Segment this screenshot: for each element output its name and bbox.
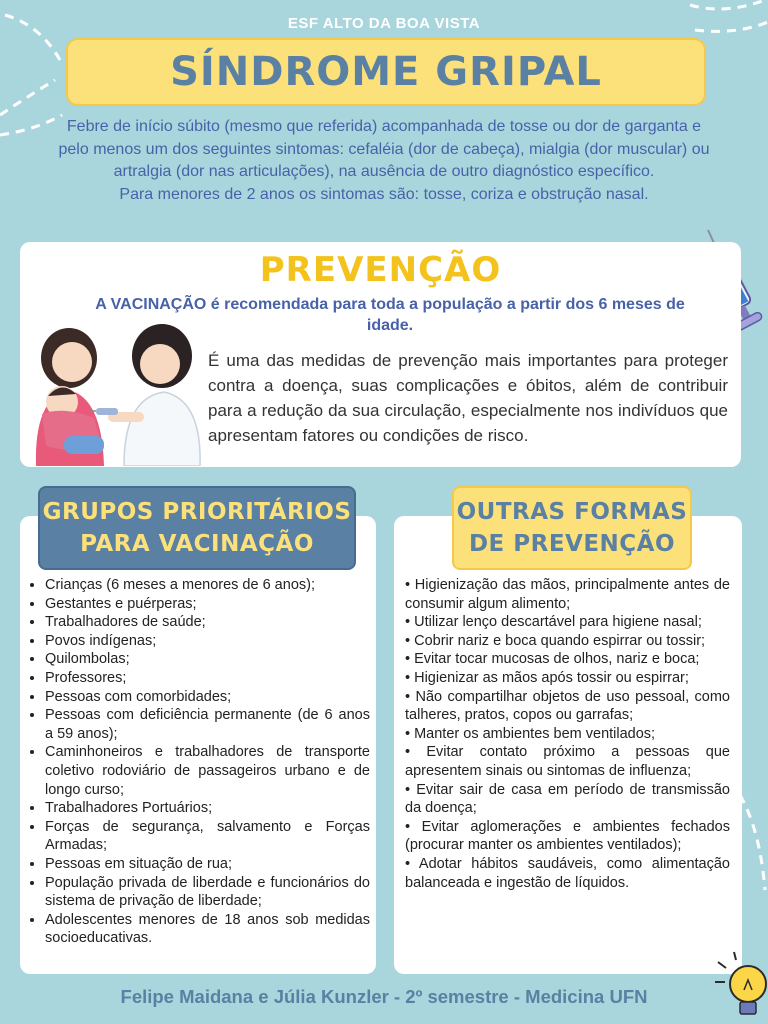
other-prevention-title-line1: OUTRAS FORMAS	[456, 499, 688, 525]
definition-text: Febre de início súbito (mesmo que referida) acompanhada de tosse ou dor de garganta e pelo menos um dos seguintes sintomas: cefaléia (dor de cabeça), mialgia (dor muscular) ou artralgia (dor nas articulações), na ausência de outro diagnóstico específico.	[58, 118, 710, 180]
other-prevention-title-line2: DE PREVENÇÃO	[468, 531, 676, 557]
priority-groups-title-line1: GRUPOS PRIORITÁRIOS	[42, 499, 352, 525]
list-item: • Forças de segurança, salvamento e Forças Armadas;	[45, 818, 370, 855]
list-item: • Povos indígenas;	[45, 632, 370, 651]
list-item: • Caminhoneiros e trabalhadores de transporte coletivo rodoviário de passageiros urbano e de longo curso;	[45, 743, 370, 799]
list-item: • Adotar hábitos saudáveis, como alimentação balanceada e ingestão de líquidos.	[405, 855, 730, 891]
priority-groups-title	[38, 486, 356, 570]
list-item: • Professores;	[45, 669, 370, 688]
children-symptoms-text: Para menores de 2 anos os sintomas são: tosse, coriza e obstrução nasal.	[119, 185, 649, 203]
other-prevention-title	[452, 486, 692, 570]
list-item: • Evitar aglomerações e ambientes fechados (procurar manter os ambientes ventilados);	[405, 818, 730, 854]
list-item: • Evitar contato próximo a pessoas que apresentem sinais ou sintomas de influenza;	[405, 744, 730, 779]
list-item: • Higienizar as mãos após tossir ou espirrar;	[405, 669, 689, 686]
other-prevention-list	[405, 576, 730, 892]
vaccination-statement: A VACINAÇÃO é recomendada para toda a população a partir dos 6 meses de idade.	[95, 296, 685, 334]
list-item: • População privada de liberdade e funcionários do sistema de privação de liberdade;	[45, 874, 370, 911]
title-banner	[66, 38, 706, 106]
list-item: • Gestantes e puérperas;	[45, 595, 370, 614]
list-item: • Pessoas com comorbidades;	[45, 688, 370, 707]
prevention-title: PREVENÇÃO	[259, 250, 502, 290]
list-item: • Evitar sair de casa em período de transmissão da doença;	[405, 781, 730, 817]
list-item: • Manter os ambientes bem ventilados;	[405, 725, 656, 742]
intro-text	[50, 116, 718, 206]
vaccination-illustration	[24, 318, 204, 466]
list-item: • Quilombolas;	[45, 650, 370, 669]
list-item: • Evitar tocar mucosas de olhos, nariz e boca;	[405, 651, 700, 668]
list-item: • Não compartilhar objetos de uso pessoal, como talheres, pratos, copos ou garrafas;	[405, 688, 730, 724]
priority-groups-title-line2: PARA VACINAÇÃO	[80, 531, 314, 557]
list-item: • Utilizar lenço descartável para higiene nasal;	[405, 614, 702, 631]
list-item: • Higienização das mãos, principalmente antes de consumir algum alimento;	[405, 577, 730, 612]
prevention-body: É uma das medidas de prevenção mais importantes para proteger contra a doença, suas complicações e óbitos, além de contribuir para a redução da sua circulação, especialmente nos indivíduos que apresentam fatores ou condições de risco.	[208, 351, 728, 445]
footer-credits: Felipe Maidana e Júlia Kunzler - 2º semestre - Medicina UFN	[120, 986, 648, 1007]
list-item: • Cobrir nariz e boca quando espirrar ou tossir;	[405, 632, 706, 649]
prevention-card	[20, 242, 741, 467]
list-item: • Pessoas em situação de rua;	[45, 855, 370, 874]
page-title: SÍNDROME GRIPAL	[170, 49, 602, 95]
list-item: • Pessoas com deficiência permanente (de 6 anos a 59 anos);	[45, 706, 370, 743]
org-name: ESF ALTO DA BOA VISTA	[287, 15, 481, 32]
list-item: • Crianças (6 meses a menores de 6 anos);	[45, 576, 370, 595]
list-item: • Trabalhadores Portuários;	[45, 799, 370, 818]
list-item: • Trabalhadores de saúde;	[45, 613, 370, 632]
priority-groups-list	[28, 576, 370, 948]
list-item: • Adolescentes menores de 18 anos sob medidas socioeducativas.	[45, 911, 370, 948]
